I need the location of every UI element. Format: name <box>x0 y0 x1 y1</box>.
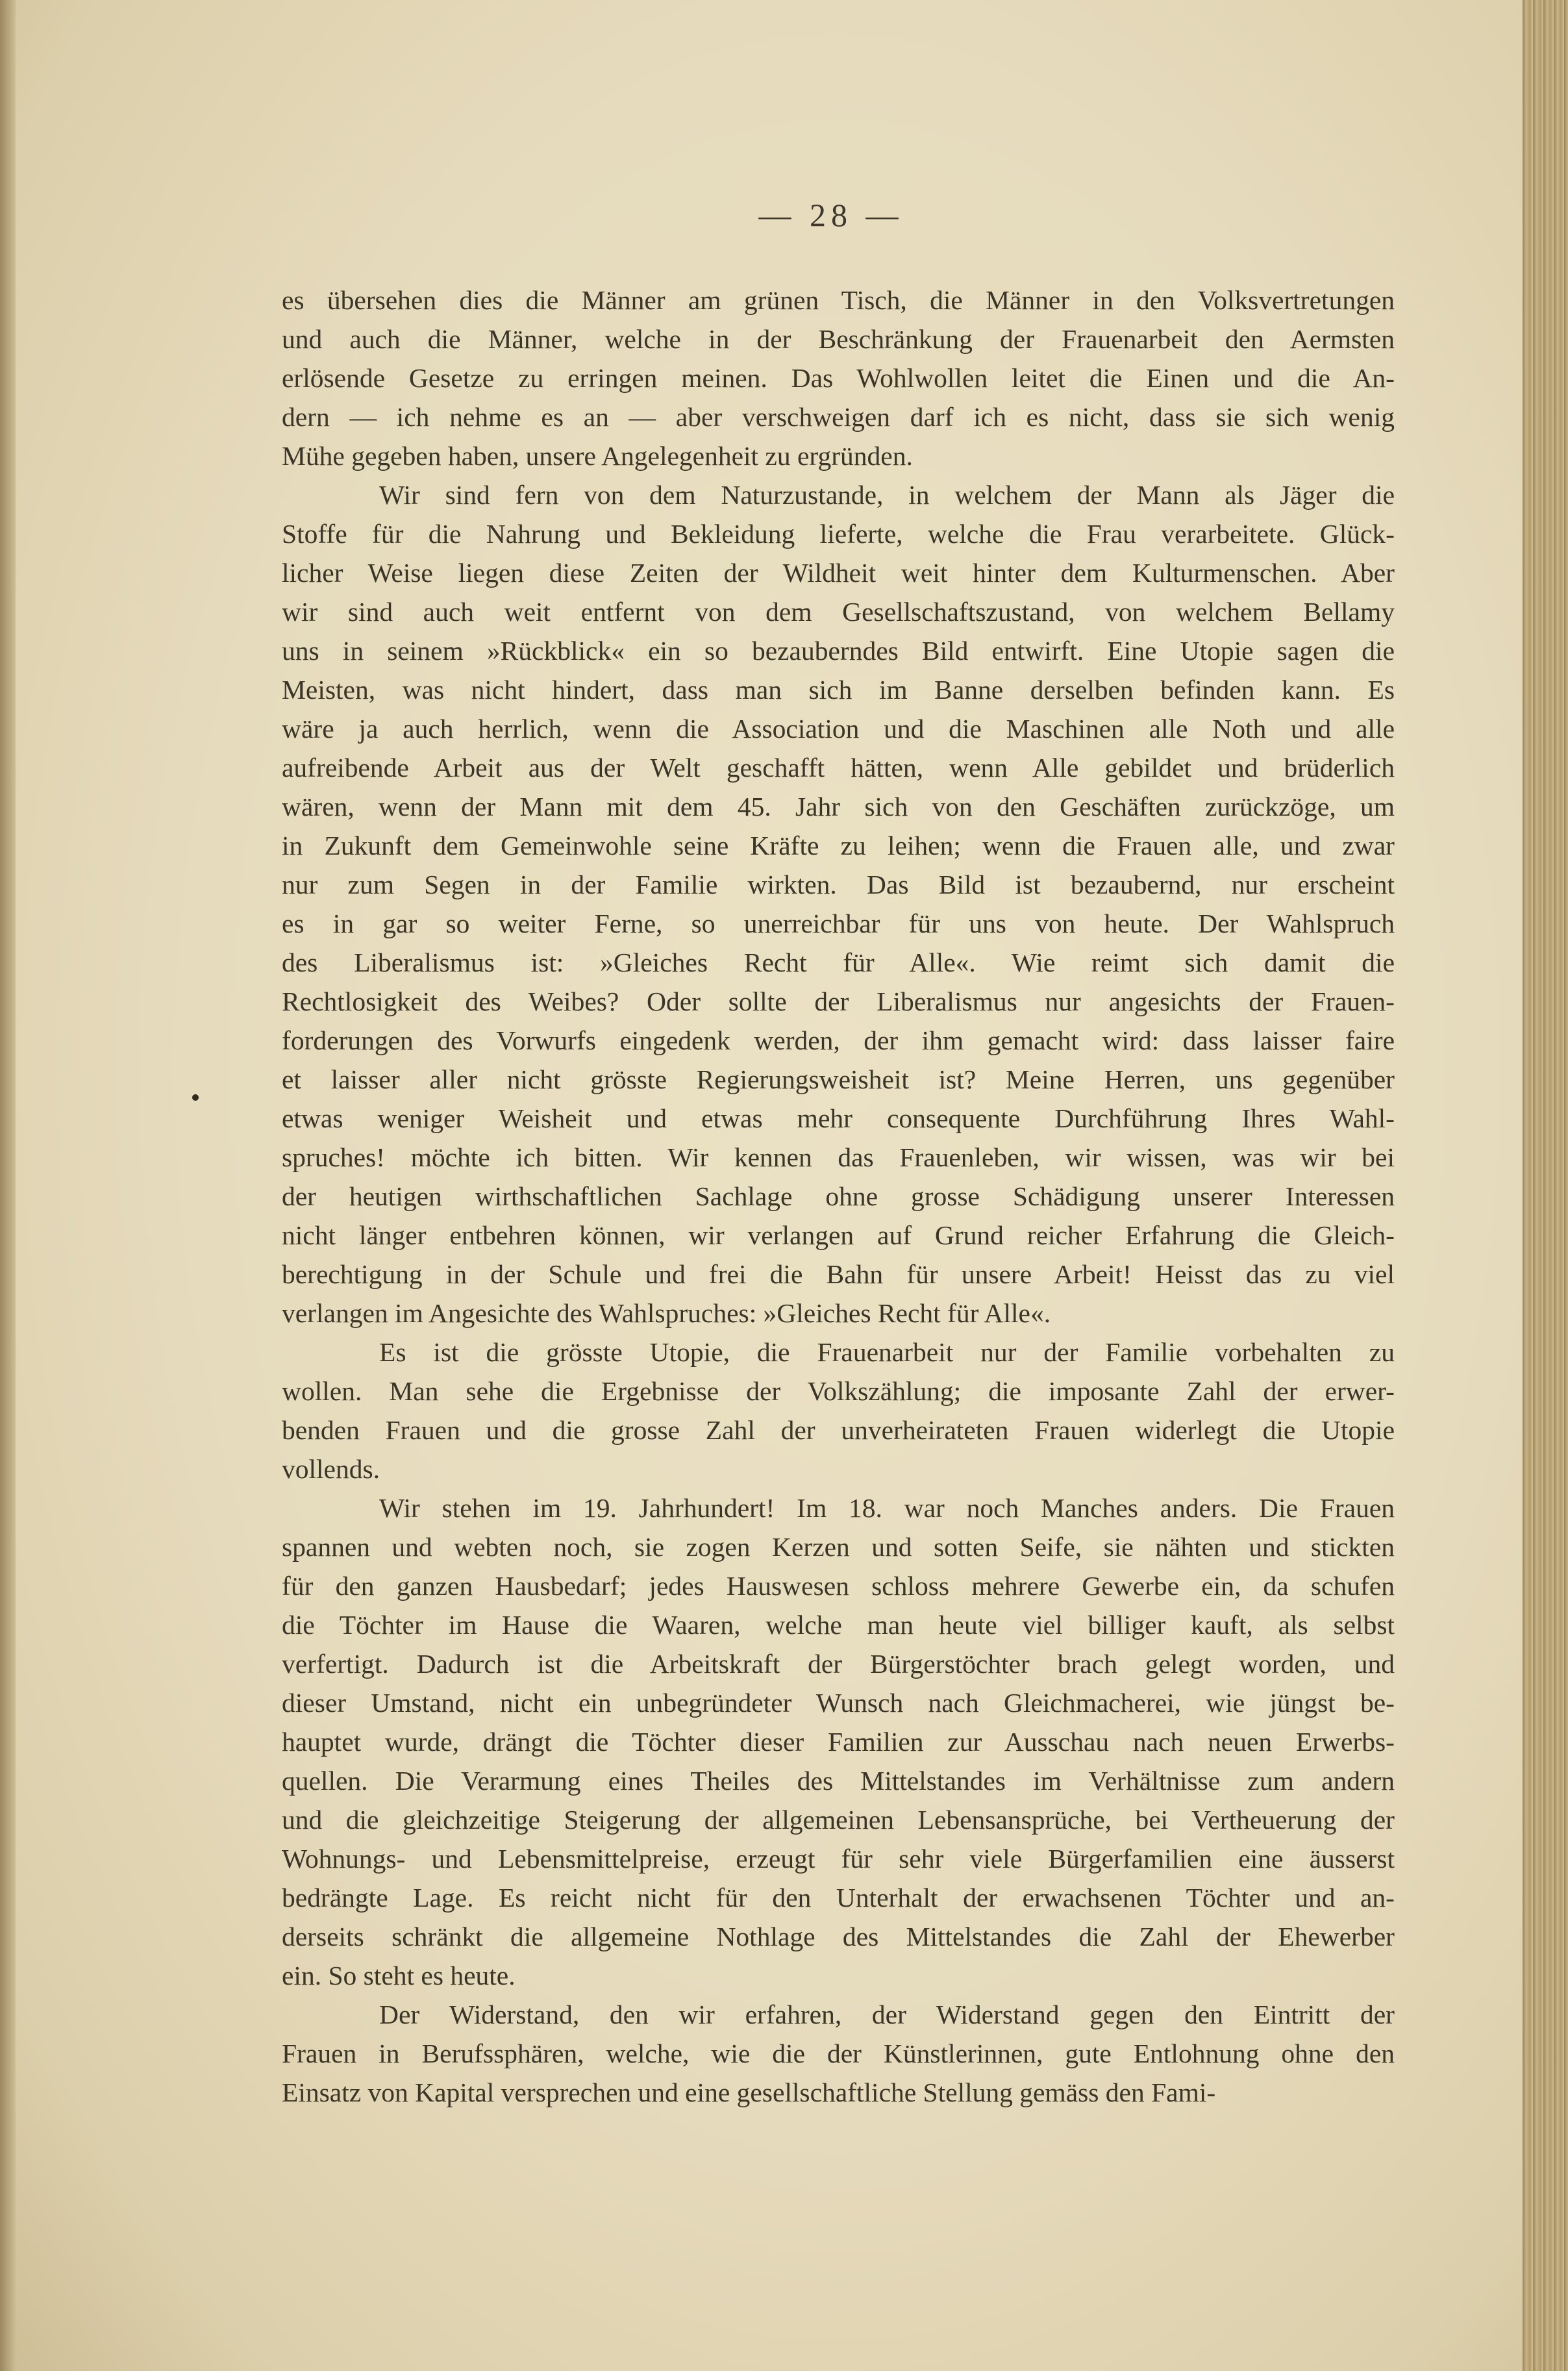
text-line: etwas weniger Weisheit und etwas mehr consequente Durchführung Ihres Wahl- <box>282 1103 1395 1133</box>
text-line: verfertigt. Dadurch ist die Arbeitskraft der Bürgerstöchter brach gelegt worden, und <box>282 1649 1395 1679</box>
text-line: licher Weise liegen diese Zeiten der Wildheit weit hinter dem Kulturmenschen. Aber <box>282 558 1395 588</box>
text-line: benden Frauen und die grosse Zahl der unverheirateten Frauen widerlegt die Utopie <box>282 1415 1395 1445</box>
gutter-edge <box>0 0 16 2371</box>
paragraph <box>282 1488 1395 1995</box>
text-line: Wohnungs- und Lebensmittelpreise, erzeugt für sehr viele Bürgerfamilien eine äusserst <box>282 1844 1395 1874</box>
text-line: wären, wenn der Mann mit dem 45. Jahr sich von den Geschäften zurückzöge, um <box>282 792 1395 822</box>
text-line: forderungen des Vorwurfs eingedenk werden, der ihm gemacht wird: dass laisser faire <box>282 1025 1395 1055</box>
text-line: dieser Umstand, nicht ein unbegründeter Wunsch nach Gleichmacherei, wie jüngst be- <box>282 1688 1395 1718</box>
body-text <box>282 281 1395 2112</box>
text-line: Frauen in Berufssphären, welche, wie die der Künstlerinnen, gute Entlohnung ohne den <box>282 2039 1395 2068</box>
text-line: Es ist die grösste Utopie, die Frauenarbeit nur der Familie vorbehalten zu <box>379 1337 1395 1367</box>
text-line: spruches! möchte ich bitten. Wir kennen das Frauenleben, wir wissen, was wir bei <box>282 1142 1395 1172</box>
text-line: erlösende Gesetze zu erringen meinen. Das Wohlwollen leitet die Einen und die An- <box>282 363 1395 393</box>
text-line: et laisser aller nicht grösste Regierungsweisheit ist? Meine Herren, uns gegenüber <box>282 1064 1395 1094</box>
text-line: wäre ja auch herrlich, wenn die Association und die Maschinen alle Noth und alle <box>282 714 1395 744</box>
text-line: ein. So steht es heute. <box>282 1961 516 1990</box>
text-line: hauptet wurde, drängt die Töchter dieser Familien zur Ausschau nach neuen Erwerbs- <box>282 1727 1395 1757</box>
text-line: Einsatz von Kapital versprechen und eine gesellschaftliche Stellung gemäss den Fami- <box>282 2077 1216 2107</box>
text-line: nicht länger entbehren können, wir verlangen auf Grund reicher Erfahrung die Gleich- <box>282 1220 1395 1250</box>
ink-spot <box>192 1094 199 1101</box>
text-line: und die gleichzeitige Steigerung der allgemeinen Lebensansprüche, bei Vertheuerung der <box>282 1805 1395 1835</box>
paragraph <box>282 1995 1395 2112</box>
text-line: wollen. Man sehe die Ergebnisse der Volkszählung; die imposante Zahl der erwer- <box>282 1376 1395 1406</box>
text-line: uns in seinem »Rückblick« ein so bezauberndes Bild entwirft. Eine Utopie sagen die <box>282 636 1395 666</box>
page-stack-edge <box>1523 0 1568 2371</box>
page-number: — 28 — <box>758 197 904 233</box>
text-line: des Liberalismus ist: »Gleiches Recht für Alle«. Wie reimt sich damit die <box>282 947 1395 977</box>
text-line: Stoffe für die Nahrung und Bekleidung lieferte, welche die Frau verarbeitete. Glück- <box>282 519 1395 549</box>
text-line: Mühe gegeben haben, unsere Angelegenheit zu ergründen. <box>282 441 913 471</box>
text-line: in Zukunft dem Gemeinwohle seine Kräfte zu leihen; wenn die Frauen alle, und zwar <box>282 831 1395 860</box>
text-line: die Töchter im Hause die Waaren, welche man heute viel billiger kauft, als selbst <box>282 1610 1395 1640</box>
text-line: quellen. Die Verarmung eines Theiles des Mittelstandes im Verhältnisse zum andern <box>282 1766 1395 1796</box>
text-line: wir sind auch weit entfernt von dem Gesellschaftszustand, von welchem Bellamy <box>282 597 1395 627</box>
text-line: für den ganzen Hausbedarf; jedes Hauswesen schloss mehrere Gewerbe ein, da schufen <box>282 1571 1395 1601</box>
text-line: es übersehen dies die Männer am grünen Tisch, die Männer in den Volksvertretungen <box>282 285 1395 315</box>
text-line: aufreibende Arbeit aus der Welt geschafft hätten, wenn Alle gebildet und brüderlich <box>282 753 1395 783</box>
text-line: dern — ich nehme es an — aber verschweigen darf ich es nicht, dass sie sich wenig <box>282 402 1395 432</box>
text-line: Der Widerstand, den wir erfahren, der Widerstand gegen den Eintritt der <box>379 2000 1395 2029</box>
paragraph <box>282 475 1395 1333</box>
paragraph <box>282 281 1395 475</box>
text-line: berechtigung in der Schule und frei die Bahn für unsere Arbeit! Heisst das zu viel <box>282 1259 1395 1289</box>
text-line: Wir stehen im 19. Jahrhundert! Im 18. war noch Manches anders. Die Frauen <box>379 1493 1395 1523</box>
text-line: und auch die Männer, welche in der Beschränkung der Frauenarbeit den Aermsten <box>282 324 1395 354</box>
text-line: derseits schränkt die allgemeine Nothlage des Mittelstandes die Zahl der Ehewerber <box>282 1922 1395 1951</box>
text-line: der heutigen wirthschaftlichen Sachlage ohne grosse Schädigung unserer Interessen <box>282 1181 1395 1211</box>
text-line: verlangen im Angesichte des Wahlspruches: »Gleiches Recht für Alle«. <box>282 1298 1051 1328</box>
paragraph <box>282 1333 1395 1488</box>
text-line: bedrängte Lage. Es reicht nicht für den Unterhalt der erwachsenen Töchter und an- <box>282 1883 1395 1913</box>
text-line: nur zum Segen in der Familie wirkten. Das Bild ist bezaubernd, nur erscheint <box>282 870 1395 899</box>
text-line: es in gar so weiter Ferne, so unerreichbar für uns von heute. Der Wahlspruch <box>282 909 1395 938</box>
text-line: spannen und webten noch, sie zogen Kerzen und sotten Seife, sie nähten und stickten <box>282 1532 1395 1562</box>
text-line: vollends. <box>282 1454 380 1484</box>
text-line: Meisten, was nicht hindert, dass man sich im Banne derselben befinden kann. Es <box>282 675 1395 705</box>
text-line: Wir sind fern von dem Naturzustande, in welchem der Mann als Jäger die <box>379 480 1395 510</box>
text-line: Rechtlosigkeit des Weibes? Oder sollte der Liberalismus nur angesichts der Frauen- <box>282 986 1395 1016</box>
